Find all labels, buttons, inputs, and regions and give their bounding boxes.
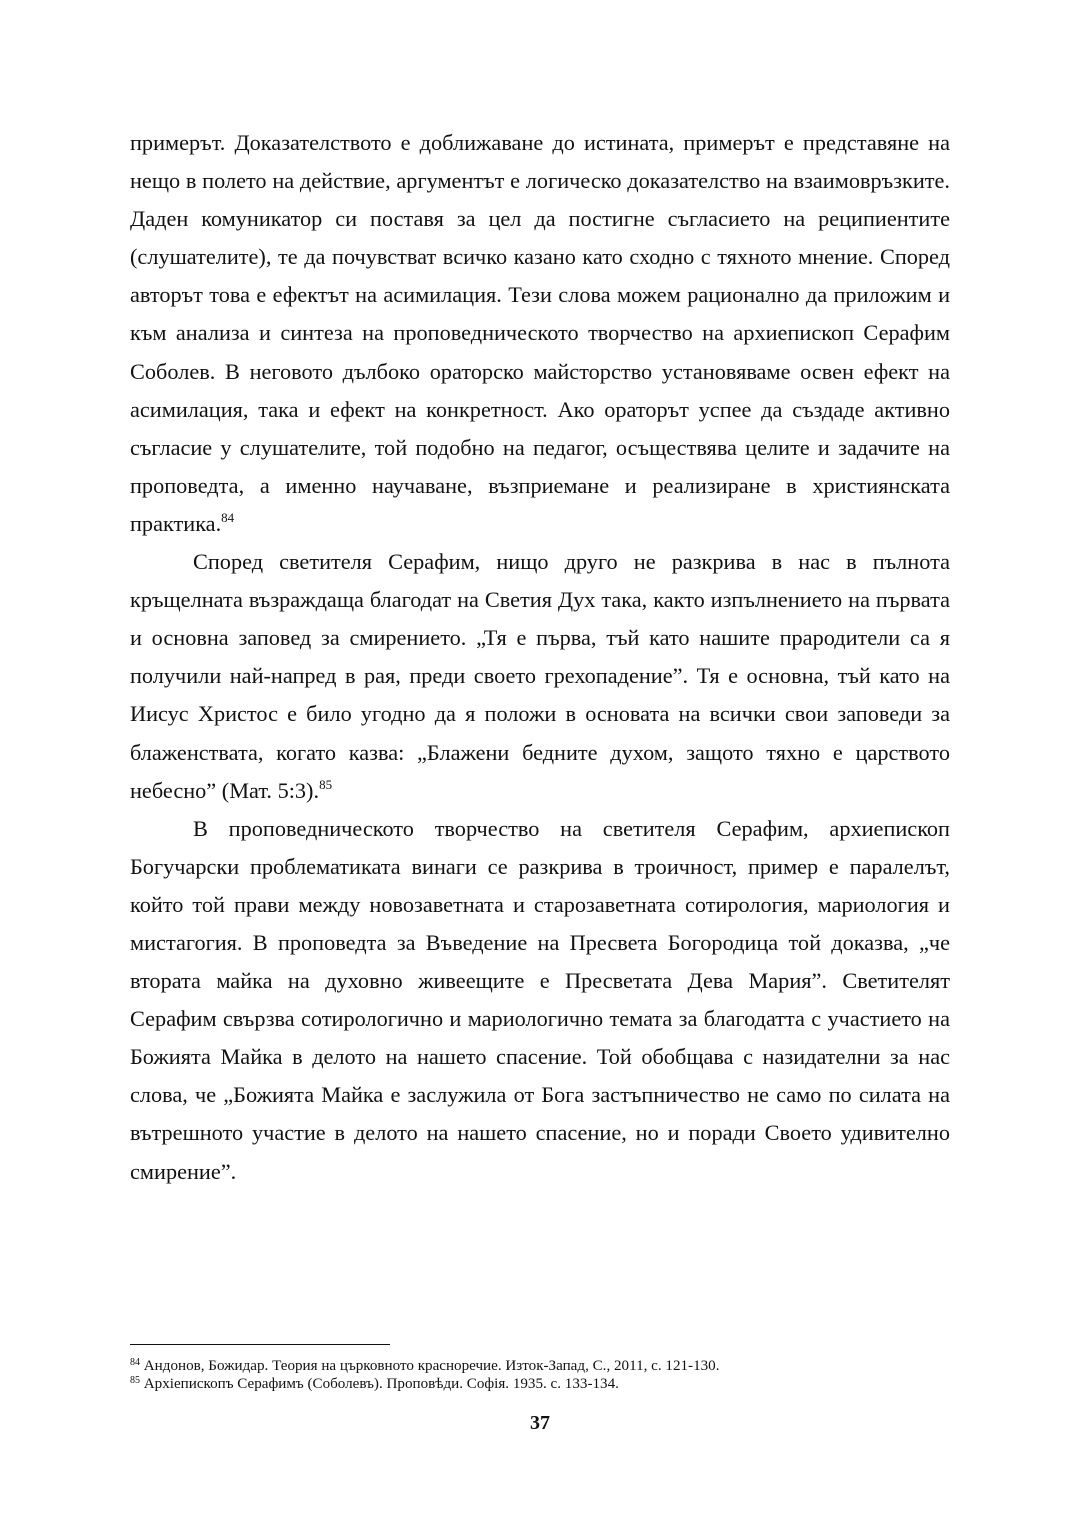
paragraph-3-text: В проповедническото творчество на светителя Серафим, архиепископ Богучарски проблематиката винаги се разкрива в троичност, пример е паралелът, който той прави между новозаветната и старозаветната сотирология, мариология и мистагогия. В проповедта за Въведение на Пресвета Богородица той доказва, „че втората майка на духовно живеещите е Пресветата Дева Мария”. Светителят Серафим свързва сотирологично и мариологично темата за благодатта с участието на Божията Майка в делото на нашето спасение. Той обобщава с назидателни за нас слова, че „Божията Майка е заслужила от Бога застъпничество не само по силата на вътрешното участие в делото на нашето спасение, но и поради Своето удивително смирение”.	[130, 815, 950, 1184]
paragraph-1	[130, 124, 950, 543]
footnote-85-number: 85	[130, 1375, 140, 1386]
footnote-85-text: Архіепископъ Серафимъ (Соболевъ). Проповѣди. Софія. 1935. с. 133-134.	[143, 1376, 619, 1392]
paragraph-3	[130, 810, 950, 1191]
footnotes	[130, 1357, 950, 1393]
page-number: 37	[530, 1412, 550, 1434]
footnote-85	[130, 1375, 950, 1393]
footnote-ref-85: 85	[319, 776, 333, 792]
footnote-84-text: Андонов, Божидар. Теория на църковното красноречие. Изток-Запад, С., 2011, с. 121-130.	[143, 1358, 720, 1374]
footnote-84-number: 84	[130, 1357, 140, 1368]
paragraph-1-text: примерът. Доказателството е доближаване до истината, примерът е представяне на нещо в полето на действие, аргументът е логическо доказателство на взаимовръзките. Даден комуникатор си поставя за цел да постигне съгласието на реципиентите (слушателите), те да почувстват всичко казано като сходно с тяхното мнение. Според авторът това е ефектът на асимилация. Тези слова можем рационално да приложим и към анализа и синтеза на проповедническото творчество на архиепископ Серафим Соболев. В неговото дълбоко ораторско майсторство установяваме освен ефект на асимилация, така и ефект на конкретност. Ако ораторът успее да създаде активно съгласие у слушателите, той подобно на педагог, осъществява целите и задачите на проповедта, а именно научаване, възприемане и реализиране в християнската практика.	[130, 130, 950, 536]
paragraph-2-text: Според светителя Серафим, нищо друго не разкрива в нас в пълнота кръщелната възраждаща благодат на Светия Дух така, както изпълнението на първата и основна заповед за смирението. „Тя е първа, тъй като нашите прародители са я получили най-напред в рая, преди своето грехопадение”. Тя е основна, тъй като на Иисус Христос е било угодно да я положи в основата на всички свои заповеди за блаженствата, когато казва: „Блажени бедните духом, защото тяхно е царството небесно” (Мат. 5:3).	[130, 549, 950, 803]
body-text	[130, 124, 950, 1191]
footnote-84	[130, 1357, 950, 1375]
paragraph-2	[130, 543, 950, 810]
footnote-ref-84: 84	[221, 509, 235, 525]
footnote-separator	[130, 1344, 390, 1345]
